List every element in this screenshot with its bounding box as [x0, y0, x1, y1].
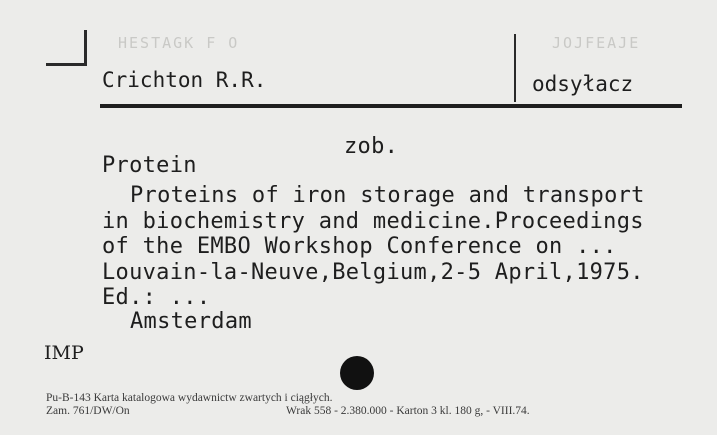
editor-line: Ed.: ... [102, 285, 211, 310]
corner-mark-horizontal [46, 63, 87, 66]
shelf-mark: IMP [44, 342, 84, 364]
header-divider [514, 34, 516, 102]
title-line-2: in biochemistry and medicine.Proceedings [102, 209, 644, 234]
title-line-4: Louvain-la-Neuve,Belgium,2-5 April,1975. [102, 260, 644, 285]
punch-hole [340, 356, 374, 390]
corner-mark-vertical [84, 30, 87, 66]
place-line: Amsterdam [130, 309, 252, 334]
title-line-3: of the EMBO Workshop Conference on ... [102, 234, 617, 259]
faint-stamp-right: JOJFEAJE [552, 34, 641, 52]
header-rule [100, 104, 682, 108]
footer-order: Zam. 761/DW/On [46, 405, 130, 417]
title-line-1: Proteins of iron storage and transport [130, 183, 645, 208]
footer-line-1: Pu-B-143 Karta katalogowa wydawnictw zwartych i ciągłych. [46, 392, 333, 404]
faint-stamp-left: HESTAGK F O [118, 34, 240, 52]
author-heading: Crichton R.R. [102, 68, 267, 92]
subject-heading: Protein [102, 153, 197, 178]
see-reference: zob. [344, 134, 399, 159]
card-type-label: odsyłacz [532, 72, 634, 96]
footer-print-info: Wrak 558 - 2.380.000 - Karton 3 kl. 180 g, - VIII.74. [286, 405, 530, 417]
